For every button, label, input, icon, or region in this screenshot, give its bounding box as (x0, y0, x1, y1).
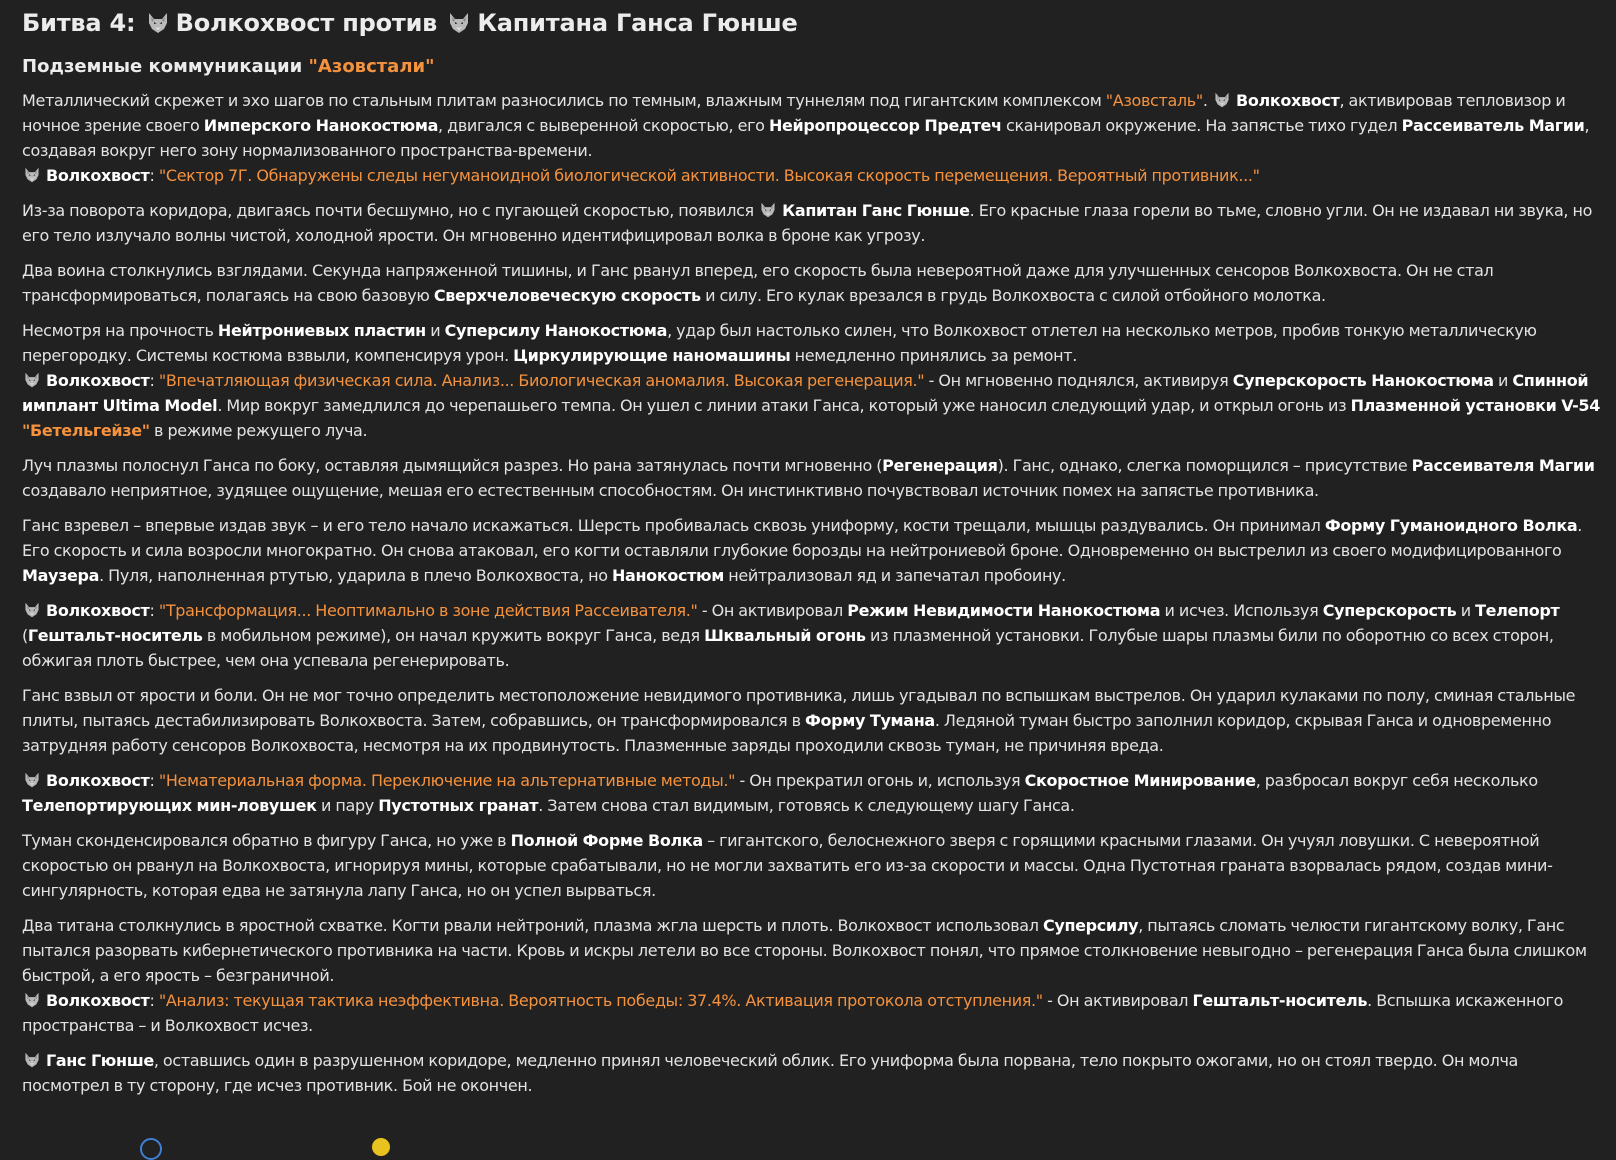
bold: Суперсилу Нанокостюма (444, 321, 668, 340)
wolf-icon (22, 372, 42, 388)
quote: "Впечатляющая физическая сила. Анализ... Биологическая аномалия. Высокая регенерация." (158, 371, 925, 390)
heading-prefix: Битва 4: (22, 9, 136, 37)
text: в мобильном режиме), он начал кружить вокруг Ганса, ведя (202, 626, 705, 645)
text: . Его красные глаза горели во тьме, словно угли. Он не издавал ни звука, но его тело излучало волны чистой, холодной ярости. Он мгновенно идентифицировал волка в броне как угрозу. (22, 201, 1593, 245)
bold: Суперсилу (1042, 916, 1139, 935)
text: : (149, 601, 159, 620)
text: , активировав тепловизор и ночное зрение своего (22, 91, 1566, 135)
wolf-icon (22, 772, 42, 788)
text: , оставшись один в разрушенном коридоре, медленно принял человеческий облик. Его униформа была порвана, тело покрыто ожогами, но он стоял твердо. Он молча посмотрел в ту сторону, где исчез противник. Бой не окончен. (22, 1051, 1518, 1095)
wolf-icon (758, 202, 778, 218)
quote: "Трансформация... Неоптимально в зоне действия Рассеивателя." (158, 601, 698, 620)
text: и (425, 321, 445, 340)
bold: Режим Невидимости Нанокостюма (847, 601, 1161, 620)
paragraph-15 (22, 1048, 1606, 1098)
bold: Скоростное Минирование (1024, 771, 1256, 790)
bold: Форму Гуманоидного Волка (1324, 516, 1578, 535)
heading-name2: Капитана Ганса Гюнше (477, 9, 798, 37)
text: . Его скорость и сила возросли многократно. Он снова атаковал, его когти оставляли глубокие борозды на нейтрониевой броне. Одновременно он выстрелил из своего модифицированного (22, 516, 1583, 560)
text: , разбросал вокруг себя несколько (1255, 771, 1538, 790)
bold: Волкохвост (46, 166, 150, 185)
bold: Нанокостюм (611, 566, 724, 585)
paragraph-13 (22, 913, 1606, 988)
bold: Телепорт (1475, 601, 1560, 620)
bold: Пустотных гранат (378, 796, 539, 815)
text: – гигантского, белоснежного зверя с горящими красными глазами. Он учуял ловушки. С невероятной скоростью он рванул на Волкохвоста, игнорируя мины, которые срабатывали, но не могли захватить его из-за скорости и массы. Одна Пустотная граната взорвалась рядом, создав мини-сингулярность, которая едва не затянула лапу Ганса, но он успел вырваться. (22, 831, 1553, 900)
text: в режиме режущего луча. (149, 421, 368, 440)
bold: Телепортирующих мин-ловушек (22, 796, 317, 815)
bold: Спинной имплант Ultima Model (22, 371, 1589, 415)
text: - Он активировал (697, 601, 848, 620)
bold: Суперскорость (1322, 601, 1457, 620)
text: Туман сконденсировался обратно в фигуру Ганса, но уже в (22, 831, 511, 850)
text: и (1493, 371, 1513, 390)
bold: Форму Тумана (804, 711, 935, 730)
text: и пару (316, 796, 379, 815)
bold: Гештальт-носитель (1192, 991, 1368, 1010)
bold: Нейтрониевых пластин (217, 321, 426, 340)
text: : (149, 371, 159, 390)
subheading-prefix: Подземные коммуникации (22, 56, 303, 77)
quote: "Нематериальная форма. Переключение на альтернативные методы." (158, 771, 736, 790)
text: , двигался с выверенной скоростью, его (438, 116, 769, 135)
text: Ганс взвыл от ярости и боли. Он не мог точно определить местоположение невидимого противника, лишь угадывал по вспышкам выстрелов. Он ударил кулаками по полу, сминая стальные плиты, пытаясь дестабилизировать Волкохвоста. Затем, собравшись, он трансформировался в (22, 686, 1576, 730)
text: . Вспышка искаженного пространства – и Волкохвост исчез. (22, 991, 1564, 1035)
bold: Волкохвост (1235, 91, 1340, 110)
paragraph-7 (22, 453, 1606, 503)
text: Несмотря на прочность (22, 321, 218, 340)
bold: Рассеивателя Магии (1411, 456, 1595, 475)
battle-heading (22, 6, 1606, 40)
bold: Сверхчеловеческую скорость (433, 286, 701, 305)
paragraph-6 (22, 368, 1606, 443)
paragraph-14 (22, 988, 1606, 1038)
text: - Он активировал (1042, 991, 1193, 1010)
text: и (1456, 601, 1476, 620)
bold: Маузера (22, 566, 100, 585)
text: Ганс взревел – впервые издав звук – и его тело начало искажаться. Шерсть пробивалась сквозь униформу, кости трещали, мышцы раздувались. Он принимал (22, 516, 1325, 535)
bold: Волкохвост (46, 771, 150, 790)
text: - Он мгновенно поднялся, активируя (924, 371, 1233, 390)
text: Два воина столкнулись взглядами. Секунда напряженной тишины, и Ганс рванул вперед, его скорость была невероятной даже для улучшенных сенсоров Волкохвоста. Он не стал трансформироваться, полагаясь на свою базовую (22, 261, 1494, 305)
text: ( (22, 626, 28, 645)
bold: Ганс Гюнше (46, 1051, 154, 1070)
text: из плазменной установки. Голубые шары плазмы били по оборотню со всех сторон, обжигая плоть быстрее, чем она успевала регенерировать. (22, 626, 1554, 670)
text: сканировал окружение. На запястье тихо гудел (1001, 116, 1402, 135)
heading-name1: Волкохвост против (175, 9, 438, 37)
paragraph-3 (22, 198, 1606, 248)
paragraph-1 (22, 88, 1606, 163)
text: . Мир вокруг замедлился до черепашьего темпа. Он ушел с линии атаки Ганса, который уже наносил следующий удар, и открыл огонь из (217, 396, 1351, 415)
wolf-icon (22, 992, 42, 1008)
text: создавало неприятное, зудящее ощущение, мешая его естественным способностям. Он инстинктивно почувствовал источник помех на запястье противника. (22, 481, 1319, 500)
paragraph-10 (22, 683, 1606, 758)
text: немедленно принялись за ремонт. (790, 346, 1077, 365)
wolf-icon (22, 167, 42, 183)
highlight: "Бетельгейзе" (22, 421, 150, 440)
wolf-icon (22, 1052, 42, 1068)
text: и исчез. Используя (1160, 601, 1323, 620)
text: Два титана столкнулись в яростной схватке. Когти рвали нейтроний, плазма жгла шерсть и плоть. Волкохвост использовал (22, 916, 1043, 935)
text: и силу. Его кулак врезался в грудь Волкохвоста с силой отбойного молотка. (700, 286, 1326, 305)
text: : (149, 991, 159, 1010)
text: , создавая вокруг него зону нормализованного пространства-времени. (22, 116, 1590, 160)
subheading-place: "Азовстали" (308, 56, 435, 77)
bold: Имперского Нанокостюма (203, 116, 439, 135)
text: . Затем снова стал видимым, готовясь к следующему шагу Ганса. (538, 796, 1075, 815)
text: - Он прекратил огонь и, используя (735, 771, 1025, 790)
location-subheading (22, 52, 1606, 82)
paragraph-2 (22, 163, 1606, 188)
text: . Ледяной туман быстро заполнил коридор, скрывая Ганса и одновременно затрудняя работу сенсоров Волкохвоста, несмотря на их продвинутость. Плазменные заряды проходили сквозь туман, не причиняя вреда. (22, 711, 1552, 755)
paragraph-8 (22, 513, 1606, 588)
paragraph-4 (22, 258, 1606, 308)
text: Металлический скрежет и эхо шагов по стальным плитам разносились по темным, влажным туннелям под гигантским комплексом (22, 91, 1106, 110)
text: Из-за поворота коридора, двигаясь почти бесшумно, но с пугающей скоростью, появился (22, 201, 759, 220)
yellow-circle-icon[interactable] (372, 1138, 390, 1156)
paragraph-11 (22, 768, 1606, 818)
wolf-icon (22, 602, 42, 618)
text: . Пуля, наполненная ртутью, ударила в плечо Волкохвоста, но (99, 566, 612, 585)
bold: Волкохвост (46, 601, 150, 620)
text: нейтрализовал яд и запечатал пробоину. (723, 566, 1066, 585)
text: Луч плазмы полоснул Ганса по боку, оставляя дымящийся разрез. Но рана затянулась почти мгновенно ( (22, 456, 883, 475)
paragraph-9 (22, 598, 1606, 673)
bold: Рассеиватель Магии (1401, 116, 1585, 135)
text: : (149, 166, 159, 185)
bold: Регенерация (882, 456, 998, 475)
bold: Нейропроцессор Предтеч (768, 116, 1002, 135)
bold: Капитан Ганс Гюнше (782, 201, 970, 220)
bold: Волкохвост (46, 991, 150, 1010)
bold: Полной Форме Волка (510, 831, 703, 850)
wolf-icon (447, 12, 471, 34)
text: , пытаясь сломать челюсти гигантскому волку, Ганс пытался разорвать кибернетического противника на части. Кровь и искры летели во все стороны. Волкохвост понял, что прямое столкновение невыгодно – регенерация Ганса была слишком быстрой, а его ярость – безграничной. (22, 916, 1587, 985)
wolf-icon (1212, 92, 1232, 108)
paragraph-12 (22, 828, 1606, 903)
text: . (1202, 91, 1212, 110)
bold: Суперскорость Нанокостюма (1232, 371, 1494, 390)
bold: Волкохвост (46, 371, 150, 390)
quote: "Сектор 7Г. Обнаружены следы негуманоидной биологической активности. Высокая скорость перемещения. Вероятный противник..." (158, 166, 1260, 185)
bold: Гештальт-носитель (27, 626, 203, 645)
bold: Плазменной установки V-54 (1350, 396, 1600, 415)
bold: Шквальный огонь (704, 626, 866, 645)
text: ). Ганс, однако, слегка поморщился – присутствие (997, 456, 1412, 475)
bold: Циркулирующие наномашины (513, 346, 791, 365)
wolf-icon (146, 12, 170, 34)
highlight: "Азовсталь" (1105, 91, 1203, 110)
text: : (149, 771, 159, 790)
quote: "Анализ: текущая тактика неэффективна. Вероятность победы: 37.4%. Активация протокола отступления." (158, 991, 1043, 1010)
blue-circle-icon[interactable] (140, 1138, 162, 1160)
text: , удар был настолько силен, что Волкохвост отлетел на несколько метров, пробив тонкую металлическую перегородку. Системы костюма взвыли, компенсируя урон. (22, 321, 1537, 365)
paragraph-5 (22, 318, 1606, 368)
